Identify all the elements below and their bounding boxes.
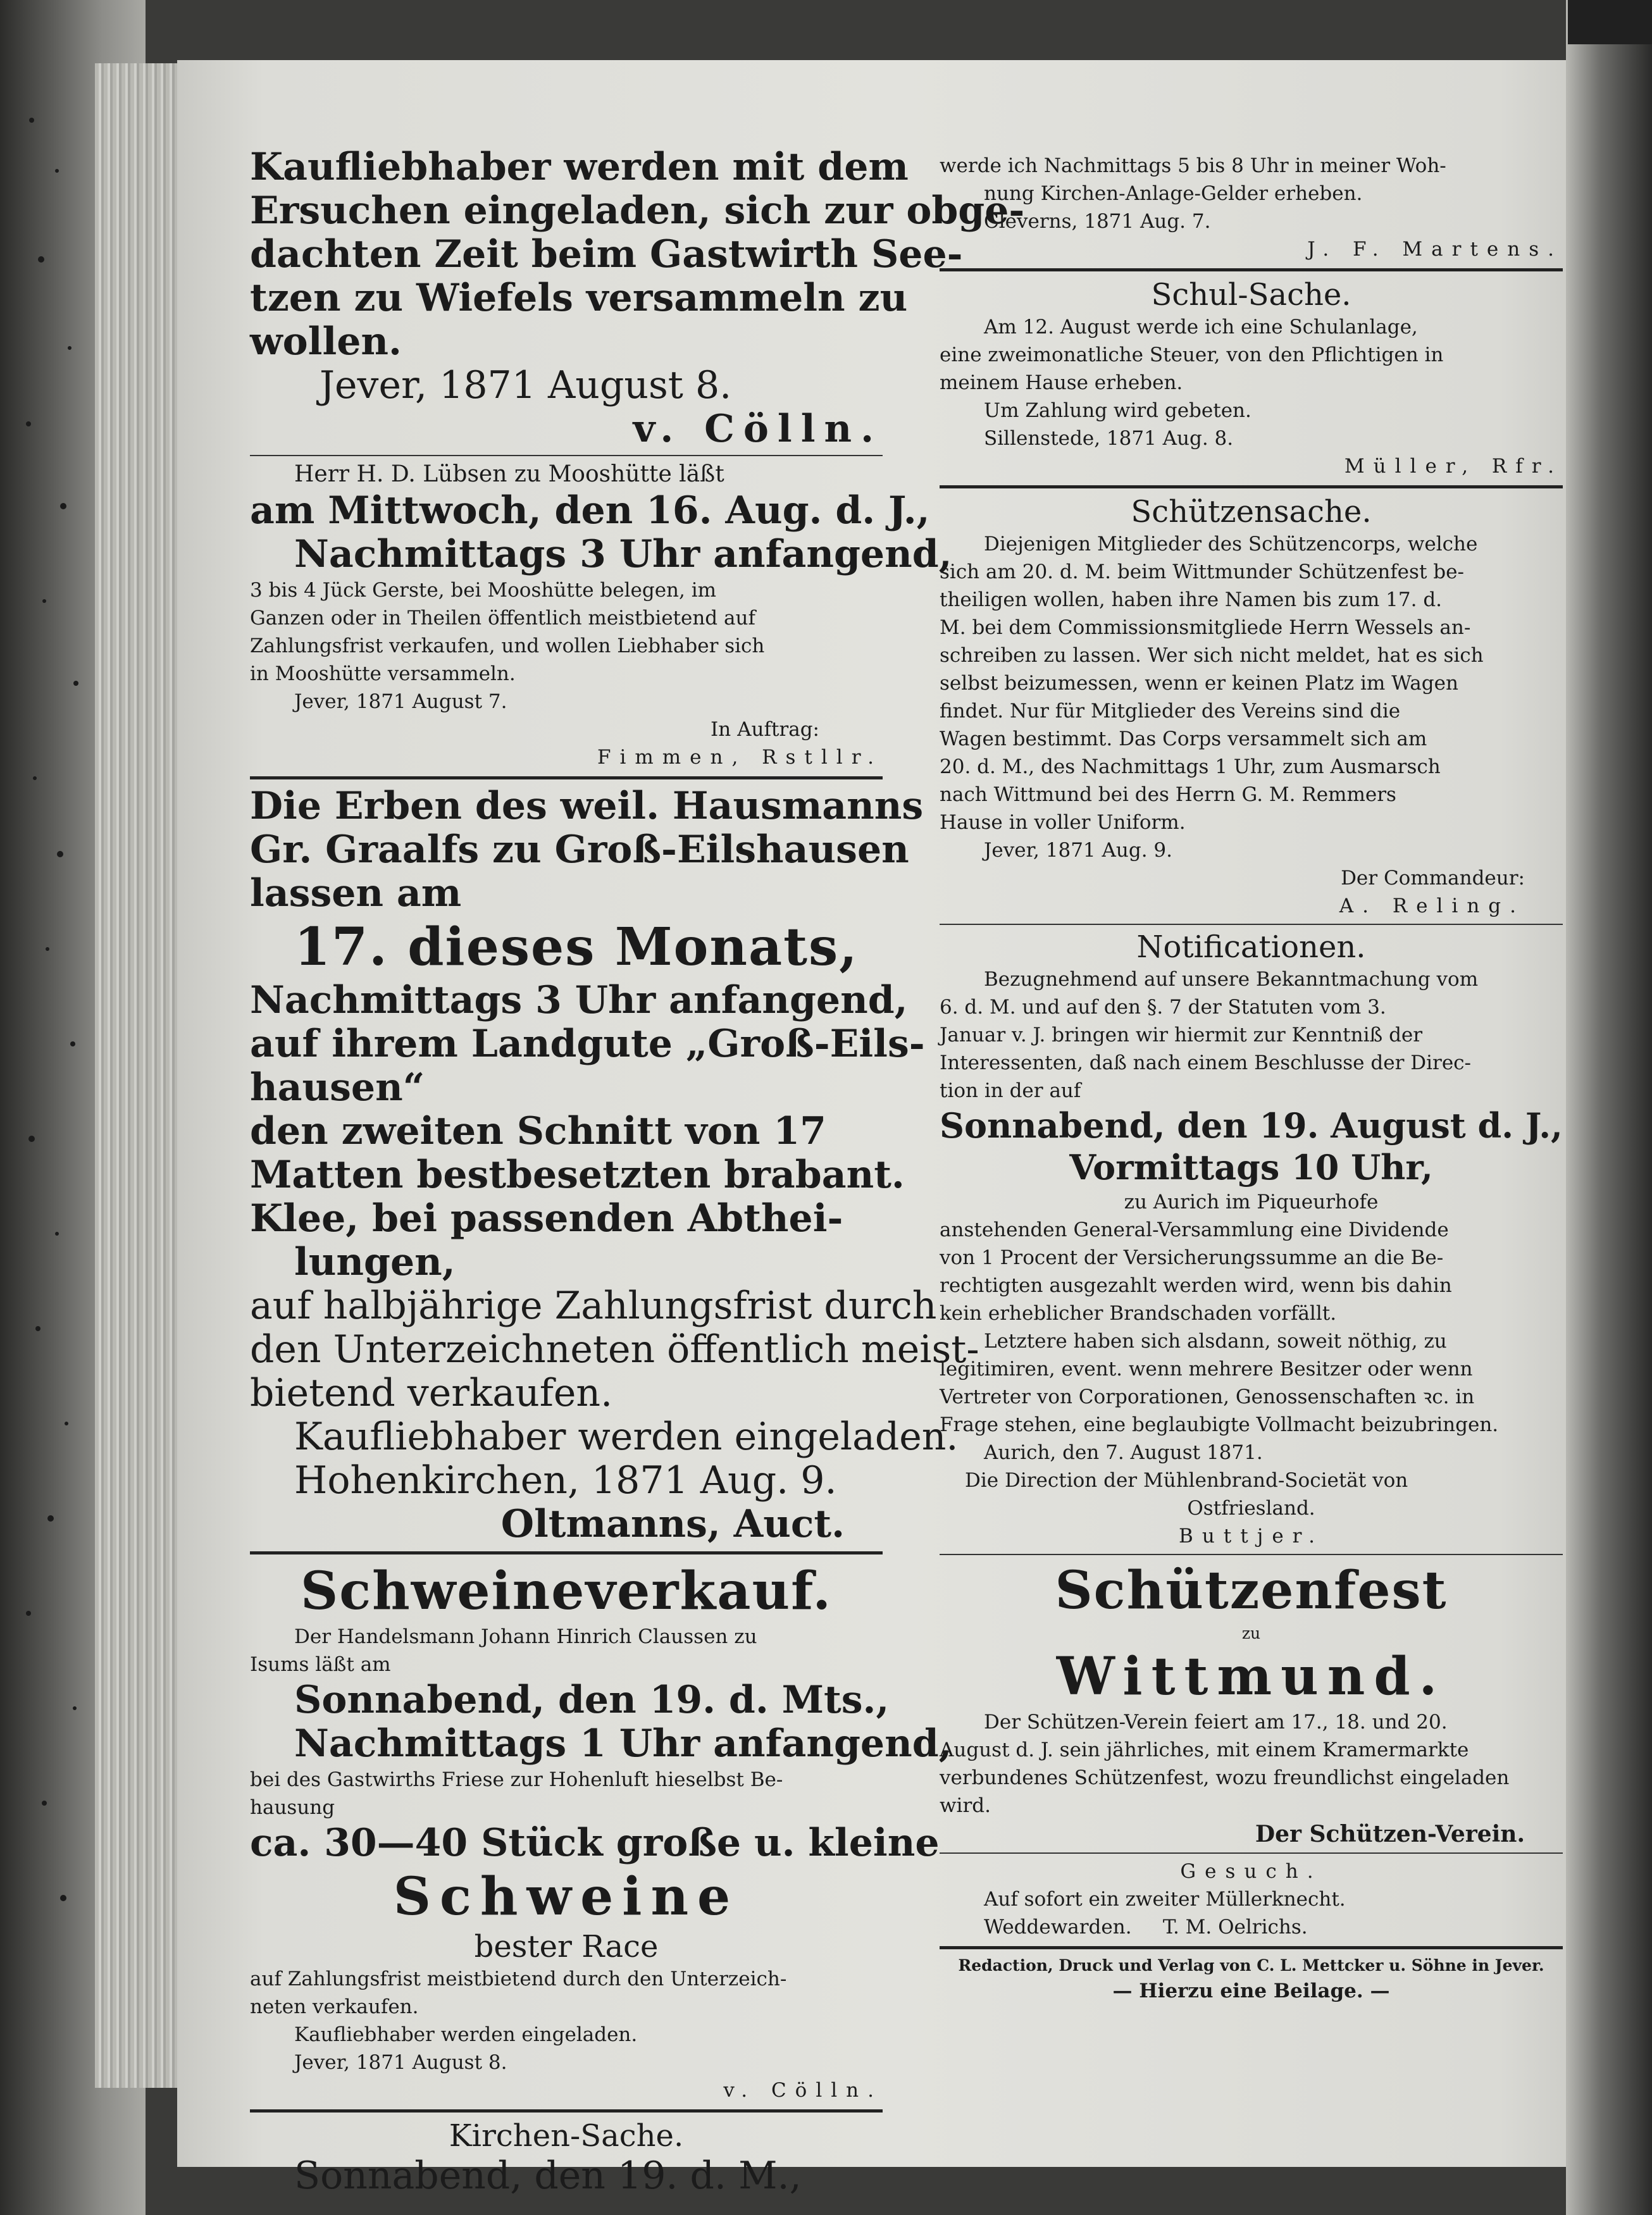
ad-line: theiligen wollen, haben ihre Namen bis zum 17. d. (940, 588, 1443, 611)
divider (250, 776, 883, 779)
ad-line: auf ihrem Landgute „Groß-Eils- (250, 1022, 925, 1066)
ad-line: lassen am (250, 871, 462, 915)
signature: v. Cölln. (633, 407, 883, 451)
ad-line: Um Zahlung wird gebeten. (984, 399, 1251, 422)
ad-line: Am 12. August werde ich eine Schulanlage, (984, 316, 1418, 338)
ad-line: dachten Zeit beim Gastwirth See- (250, 232, 963, 276)
ad-title: Notificationen. (1136, 929, 1366, 965)
ad-title: Schützensache. (1131, 494, 1372, 530)
ad-line: eine zweimonatliche Steuer, von den Pflichtigen in (940, 344, 1444, 366)
signature: Buttjer. (1179, 1525, 1324, 1548)
ad-line: Wagen bestimmt. Das Corps versammelt sich am (940, 728, 1427, 750)
scan-corner-dark (1568, 0, 1652, 44)
ad-shooting-club-matter (940, 493, 1563, 920)
imprint: Redaction, Druck und Verlag von C. L. Mettcker u. Söhne in Jever. (958, 1956, 1544, 1975)
ad-line: Gr. Graalfs zu Groß-Eilshausen (250, 828, 909, 872)
ad-body-line: neten verkaufen. (250, 1995, 419, 2018)
ad-line: legitimiren, event. wenn mehrere Besitzer oder wenn (940, 1358, 1473, 1380)
race-line: bester Race (474, 1929, 659, 1964)
meeting-time: Vormittags 10 Uhr, (1069, 1147, 1433, 1188)
signature: Müller, Rfr. (1344, 455, 1563, 478)
ad-title: Kirchen-Sache. (449, 2118, 684, 2154)
ad-line: verbundenes Schützenfest, wozu freundlichst eingeladen (940, 1766, 1510, 1789)
place-date: Jever, 1871 August 7. (294, 690, 507, 713)
ad-line: wird. (940, 1794, 991, 1817)
ad-body-line: in Mooshütte versammeln. (250, 662, 516, 685)
ad-body-line: bei des Gastwirths Friese zur Hohenluft hieselbst Be- (250, 1768, 783, 1791)
auction-date: Sonnabend, den 19. d. Mts., (294, 1678, 890, 1722)
ad-line: Der Schützen-Verein feiert am 17., 18. und 20. (984, 1711, 1448, 1734)
ad-line: Letztere haben sich alsdann, soweit nöthig, zu (984, 1330, 1447, 1353)
ad-buyers-invitation-wiefels (250, 145, 1025, 451)
ad-line: von 1 Procent der Versicherungssumme an die Be- (940, 1246, 1444, 1269)
ad-line: Die Erben des weil. Hausmanns (250, 784, 924, 828)
divider (940, 1946, 1563, 1949)
ad-line: Matten bestbesetzten brabant. (250, 1153, 905, 1197)
ad-shooting-festival-wittmund (940, 1559, 1563, 1849)
place-date: Aurich, den 7. August 1871. (984, 1441, 1263, 1464)
divider (250, 455, 883, 456)
ad-town: Wittmund. (1056, 1646, 1446, 1707)
auction-time: Nachmittags 1 Uhr anfangend, (294, 1722, 952, 1766)
divider (250, 1551, 883, 1554)
ad-pig-sale (250, 1560, 952, 2104)
divider (250, 2109, 883, 2113)
commission-label: In Auftrag: (711, 718, 819, 741)
ad-title: Schul-Sache. (1151, 277, 1351, 313)
ad-line: tion in der auf (940, 1079, 1081, 1102)
ad-line: schreiben zu lassen. Wer sich nicht meldet, hat es sich (940, 644, 1484, 667)
auction-time: Nachmittags 3 Uhr anfangend, (294, 532, 952, 576)
ad-line: Auf sofort ein zweiter Müllerknecht. (984, 1888, 1346, 1911)
ad-line: den zweiten Schnitt von 17 (250, 1109, 826, 1153)
ad-line: Klee, bei passenden Abthei- (250, 1196, 843, 1241)
organization: Ostfriesland. (1187, 1497, 1315, 1520)
ad-body-line: hausung (250, 1796, 335, 1819)
divider (940, 268, 1563, 271)
signer-role: Der Commandeur: (1341, 867, 1525, 890)
signature: Der Schützen-Verein. (1255, 1821, 1525, 1847)
ad-body-line: auf Zahlungsfrist meistbietend durch den Unterzeich- (250, 1968, 787, 1990)
ad-notifications-fire-society (940, 929, 1563, 1550)
place-date: Jever, 1871 Aug. 9. (984, 839, 1172, 862)
place-date: Cleverns, 1871 Aug. 7. (984, 210, 1211, 233)
place-signature: Weddewarden. T. M. Oelrichs. (984, 1916, 1308, 1939)
ad-date-line: Sonnabend, den 19. d. M., (294, 2154, 802, 2198)
ad-line: auf halbjährige Zahlungsfrist durch (250, 1284, 937, 1328)
ad-intro: Herr H. D. Lübsen zu Mooshütte läßt (294, 461, 724, 487)
ad-line: werde ich Nachmittags 5 bis 8 Uhr in meiner Woh- (940, 154, 1446, 177)
ad-line: Ersuchen eingeladen, sich zur obge- (250, 189, 1025, 233)
ad-line: 20. d. M., des Nachmittags 1 Uhr, zum Ausmarsch (940, 755, 1441, 778)
scan-border-right (1566, 0, 1652, 2215)
ad-line: Hause in voller Uniform. (940, 811, 1186, 834)
signature: J. F. Martens. (1307, 238, 1563, 261)
place-date: Sillenstede, 1871 Aug. 8. (984, 427, 1234, 450)
count-line: ca. 30—40 Stück große u. kleine (250, 1821, 940, 1865)
ad-line: selbst beizumessen, wenn er keinen Platz im Wagen (940, 672, 1458, 695)
divider (940, 485, 1563, 488)
ad-line: Bezugnehmend auf unsere Bekanntmachung vom (984, 968, 1479, 991)
ad-connector: zu (1241, 1624, 1261, 1642)
paper-speckle-texture (19, 95, 89, 1993)
ad-line: Nachmittags 3 Uhr anfangend, (250, 978, 908, 1022)
ad-line: 6. d. M. und auf den §. 7 der Statuten vom 3. (940, 996, 1386, 1019)
ad-line: nung Kirchen-Anlage-Gelder erheben. (984, 182, 1363, 205)
page-stack-edges (95, 63, 183, 2088)
ad-line: hausen“ (250, 1065, 425, 1110)
ad-line: August d. J. sein jährliches, mit einem Kramermarkte (940, 1739, 1469, 1761)
ad-line: Interessenten, daß nach einem Beschlusse der Direc- (940, 1052, 1472, 1074)
place-date: Hohenkirchen, 1871 Aug. 9. (294, 1458, 837, 1503)
ad-line: Januar v. J. bringen wir hiermit zur Kenntniß der (940, 1024, 1423, 1046)
place-date: Jever, 1871 August 8. (320, 363, 732, 407)
ad-line: meinem Hause erheben. (940, 371, 1183, 394)
meeting-place: zu Aurich im Piqueurhofe (1124, 1191, 1379, 1213)
ad-line: findet. Nur für Mitglieder des Vereins sind die (940, 700, 1401, 723)
ad-title: Schweineverkauf. (301, 1561, 832, 1622)
ad-barley-auction-mooshuette (250, 460, 952, 771)
ad-line: M. bei dem Commissionsmitgliede Herrn Wessels an- (940, 616, 1471, 639)
ad-church-matter (250, 2118, 883, 2198)
ad-church-tax-clevers (940, 152, 1563, 263)
right-column (940, 152, 1563, 2005)
ad-line: nach Wittmund bei des Herrn G. M. Remmers (940, 783, 1396, 806)
ad-line: Kaufliebhaber werden mit dem (250, 145, 909, 189)
ad-line: rechtigten ausgezahlt werden wird, wenn bis dahin (940, 1274, 1452, 1297)
signature: Fimmen, Rstllr. (597, 746, 883, 769)
organization: Die Direction der Mühlenbrand-Societät von (965, 1469, 1408, 1492)
ad-school-matter (940, 276, 1563, 480)
ad-body-line: Zahlungsfrist verkaufen, und wollen Liebhaber sich (250, 635, 765, 657)
meeting-date: Sonnabend, den 19. August d. J., (940, 1105, 1563, 1146)
divider (940, 1852, 1563, 1854)
place-date: Jever, 1871 August 8. (294, 2051, 507, 2074)
ad-body-line: Ganzen oder in Theilen öffentlich meistbietend auf (250, 607, 755, 630)
ad-intro: Der Handelsmann Johann Hinrich Claussen zu (294, 1625, 757, 1648)
ad-big-word: Schweine (393, 1866, 740, 1927)
ad-job-wanted (940, 1858, 1563, 1941)
ad-body-line: 3 bis 4 Jück Gerste, bei Mooshütte belegen, im (250, 579, 717, 602)
signature: A. Reling. (1339, 895, 1525, 917)
divider (940, 924, 1563, 925)
ad-intro: Isums läßt am (250, 1653, 391, 1676)
ad-line: den Unterzeichneten öffentlich meist- (250, 1327, 979, 1372)
divider (940, 1554, 1563, 1555)
supplement-note: — Hierzu eine Beilage. — (1112, 1980, 1390, 2002)
ad-title: Schützenfest (1055, 1560, 1448, 1621)
ad-line: sich am 20. d. M. beim Wittmunder Schützenfest be- (940, 561, 1464, 583)
ad-line: bietend verkaufen. (250, 1371, 613, 1415)
ad-line: tzen zu Wiefels versammeln zu (250, 276, 908, 320)
ad-line: lungen, (294, 1240, 456, 1284)
ad-clover-auction-gross-eilshausen (250, 784, 979, 1546)
ad-line: Diejenigen Mitglieder des Schützencorps, welche (984, 533, 1478, 555)
ad-line: wollen. (250, 320, 402, 364)
invitation-line: Kaufliebhaber werden eingeladen. (294, 2023, 638, 2046)
ad-line: Vertreter von Corporationen, Genossenschaften ꝛc. in (940, 1386, 1475, 1408)
auction-date-big: 17. dieses Monats, (294, 917, 859, 977)
ad-title: Gesuch. (1180, 1860, 1322, 1883)
ad-line: kein erheblicher Brandschaden vorfällt. (940, 1302, 1337, 1325)
signature: Oltmanns, Auct. (500, 1502, 845, 1546)
ad-line: anstehenden General-Versammlung eine Dividende (940, 1219, 1449, 1241)
invitation-line: Kaufliebhaber werden eingeladen. (294, 1415, 959, 1459)
ad-line: Frage stehen, eine beglaubigte Vollmacht beizubringen. (940, 1413, 1499, 1436)
signature: v. Cölln. (723, 2079, 883, 2102)
auction-date: am Mittwoch, den 16. Aug. d. J., (250, 488, 930, 533)
